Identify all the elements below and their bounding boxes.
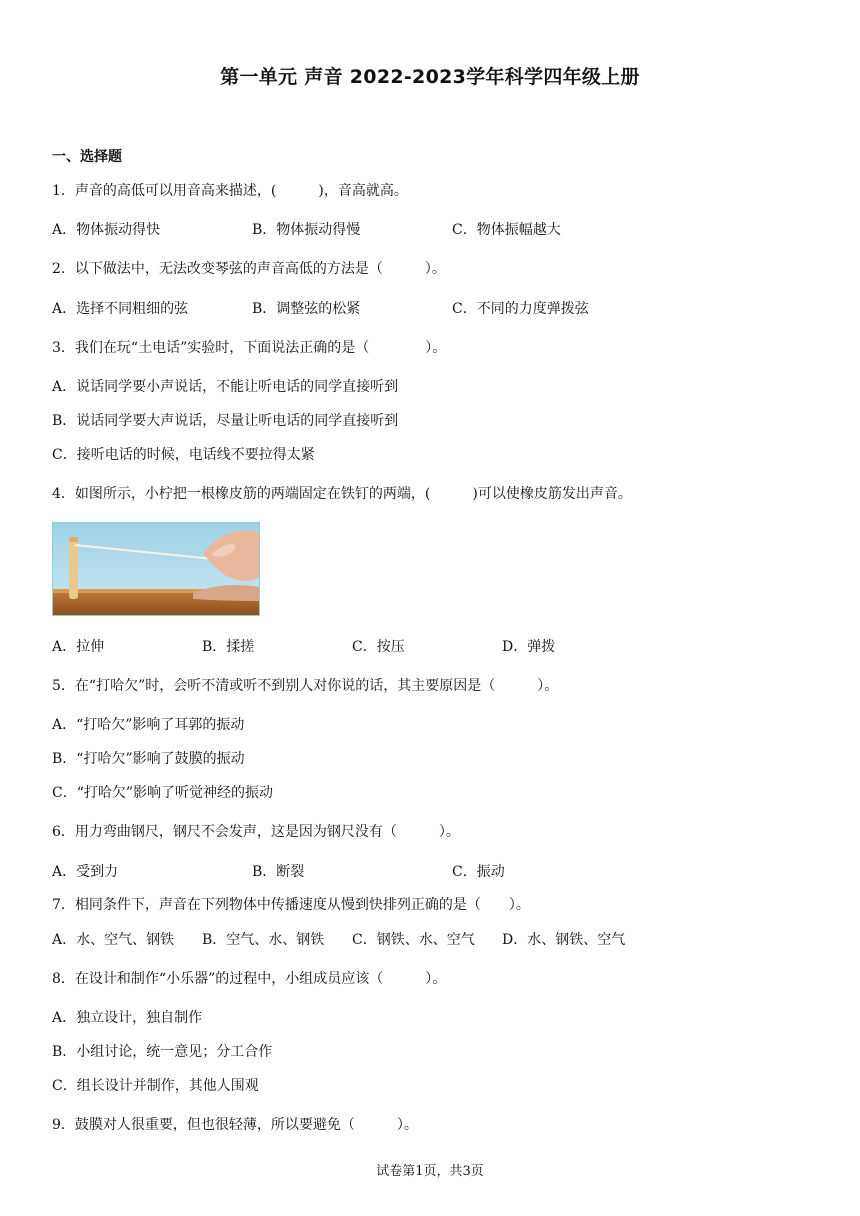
question-4-option-b: B．揉搓 — [202, 639, 255, 655]
question-7-option-d: D．水、钢铁、空气 — [502, 932, 626, 948]
question-5-option-c: C．“打哈欠”影响了听觉神经的振动 — [52, 785, 274, 801]
question-3-option-a: A．说话同学要小声说话，不能让听电话的同学直接听到 — [52, 379, 399, 395]
question-6-option-a: A．受到力 — [52, 864, 119, 880]
question-8-option-c: C．组长设计并制作，其他人围观 — [52, 1078, 259, 1094]
question-2-option-c: C．不同的力度弹拨弦 — [452, 301, 589, 317]
question-5-option-a: A．“打哈欠”影响了耳郭的振动 — [52, 717, 245, 733]
question-3: 3．我们在玩“土电话”实验时，下面说法正确的是（ ）。 — [52, 340, 447, 356]
question-6-option-b: B．断裂 — [252, 864, 305, 880]
question-7-option-a: A．水、空气、钢铁 — [52, 932, 175, 948]
question-7-option-b: B．空气、水、钢铁 — [202, 932, 325, 948]
question-7-option-c: C．钢铁、水、空气 — [352, 932, 475, 948]
question-8: 8．在设计和制作“小乐器”的过程中，小组成员应该（ ）。 — [52, 971, 447, 987]
question-5-option-b: B．“打哈欠”影响了鼓膜的振动 — [52, 751, 245, 767]
question-1-option-a: A．物体振动得快 — [52, 222, 161, 238]
question-1: 1．声音的高低可以用音高来描述，( )，音高就高。 — [52, 183, 408, 199]
question-8-option-a: A．独立设计，独自制作 — [52, 1010, 203, 1026]
page-footer: 试卷第1页，共3页 — [376, 1164, 484, 1179]
rubber-band-photo — [52, 522, 260, 616]
question-5: 5．在“打哈欠”时，会听不清或听不到别人对你说的话，其主要原因是（ ）。 — [52, 678, 559, 694]
question-3-option-c: C．接听电话的时候，电话线不要拉得太紧 — [52, 447, 315, 463]
question-2-option-b: B．调整弦的松紧 — [252, 301, 361, 317]
question-6-option-c: C．振动 — [452, 864, 505, 880]
page-title: 第一单元 声音 2022-2023学年科学四年级上册 — [220, 66, 640, 88]
question-4-option-d: D．弹拨 — [502, 639, 556, 655]
question-7: 7．相同条件下，声音在下列物体中传播速度从慢到快排列正确的是（ ）。 — [52, 897, 530, 913]
question-1-option-c: C．物体振幅越大 — [452, 222, 561, 238]
question-3-option-b: B．说话同学要大声说话，尽量让听电话的同学直接听到 — [52, 413, 399, 429]
question-2: 2．以下做法中，无法改变琴弦的声音高低的方法是（ ）。 — [52, 261, 446, 277]
question-9: 9．鼓膜对人很重要，但也很轻薄，所以要避免（ ）。 — [52, 1117, 418, 1133]
question-6: 6．用力弯曲钢尺，钢尺不会发声，这是因为钢尺没有（ ）。 — [52, 824, 460, 840]
question-4: 4．如图所示，小柠把一根橡皮筋的两端固定在铁钉的两端，( )可以使橡皮筋发出声音。 — [52, 486, 632, 502]
question-1-option-b: B．物体振动得慢 — [252, 222, 361, 238]
question-4-option-a: A．拉伸 — [52, 639, 105, 655]
section-heading: 一、选择题 — [52, 149, 122, 165]
question-4-option-c: C．按压 — [352, 639, 405, 655]
question-8-option-b: B．小组讨论，统一意见；分工合作 — [52, 1044, 273, 1060]
question-2-option-a: A．选择不同粗细的弦 — [52, 301, 189, 317]
